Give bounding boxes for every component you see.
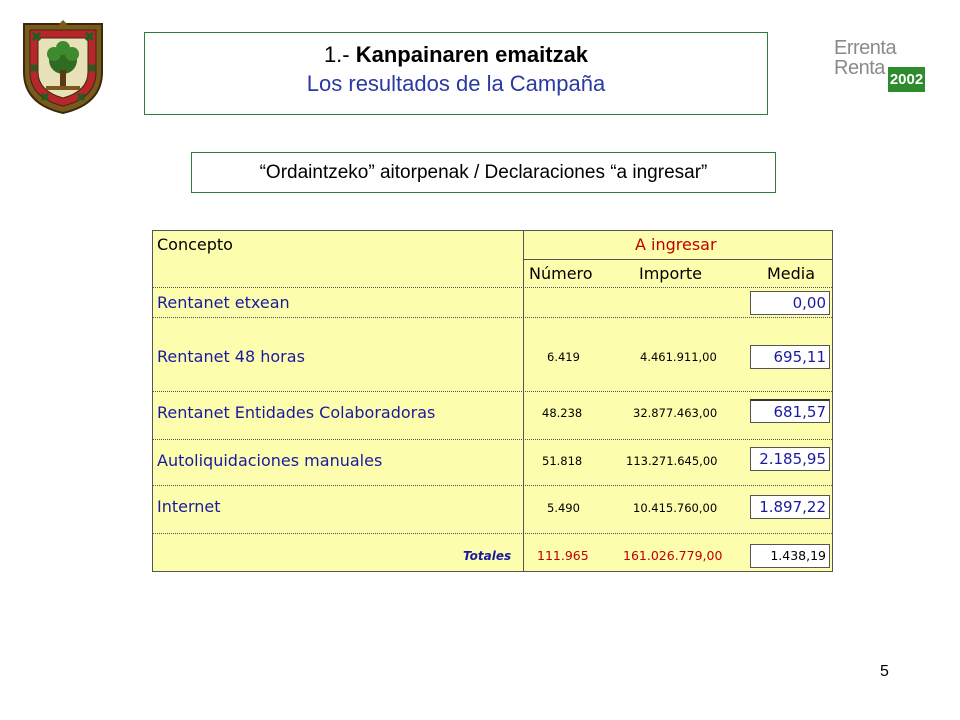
column-header-media: Media [767, 264, 816, 283]
row-label: Rentanet 48 horas [157, 347, 305, 366]
concept-header: Concepto [157, 235, 233, 254]
media-value: 695,11 [750, 345, 830, 369]
importe-value: 4.461.911,00 [640, 350, 717, 364]
media-value: 0,00 [750, 291, 830, 315]
results-table [152, 230, 833, 572]
totals-numero: 111.965 [537, 548, 589, 563]
numero-value: 48.238 [542, 406, 583, 420]
numero-value: 5.490 [547, 501, 580, 515]
row-label: Internet [157, 497, 221, 516]
section-title: “Ordaintzeko” aitorpenak / Declaraciones “a ingresar” [191, 152, 776, 193]
numero-value: 6.419 [547, 350, 580, 364]
logo-line1: Errenta [834, 37, 897, 59]
coat-of-arms-logo [16, 20, 110, 116]
row-rule [153, 485, 832, 486]
row-label: Rentanet etxean [157, 293, 290, 312]
importe-value: 10.415.760,00 [633, 501, 718, 515]
row-rule [153, 439, 832, 440]
page-number: 5 [880, 663, 889, 680]
header-rule [523, 259, 832, 260]
slide-title [145, 41, 767, 69]
row-label: Autoliquidaciones manuales [157, 451, 383, 470]
totals-media: 1.438,19 [750, 544, 830, 568]
row-rule [153, 391, 832, 392]
title-bold: Kanpainaren emaitzak [355, 42, 589, 67]
column-divider [523, 231, 524, 571]
importe-value: 32.877.463,00 [633, 406, 718, 420]
totals-importe: 161.026.779,00 [623, 548, 723, 563]
title-prefix: 1.- [323, 42, 356, 67]
row-rule [153, 287, 832, 288]
media-value: 681,57 [750, 399, 830, 423]
title-box [144, 32, 768, 115]
logo-line2: Renta [834, 57, 885, 79]
row-rule [153, 533, 832, 534]
column-header-numero: Número [529, 264, 593, 283]
errenta-renta-logo [834, 36, 928, 96]
media-value: 1.897,22 [750, 495, 830, 519]
row-rule [153, 317, 832, 318]
totals-label: Totales [463, 549, 512, 563]
importe-value: 113.271.645,00 [626, 454, 718, 468]
numero-value: 51.818 [542, 454, 583, 468]
column-header-importe: Importe [639, 264, 702, 283]
group-header: A ingresar [635, 235, 717, 254]
logo-year: 2002 [888, 67, 925, 92]
media-value: 2.185,95 [750, 447, 830, 471]
slide-subtitle: Los resultados de la Campaña [306, 71, 606, 96]
row-label: Rentanet Entidades Colaboradoras [157, 403, 436, 422]
